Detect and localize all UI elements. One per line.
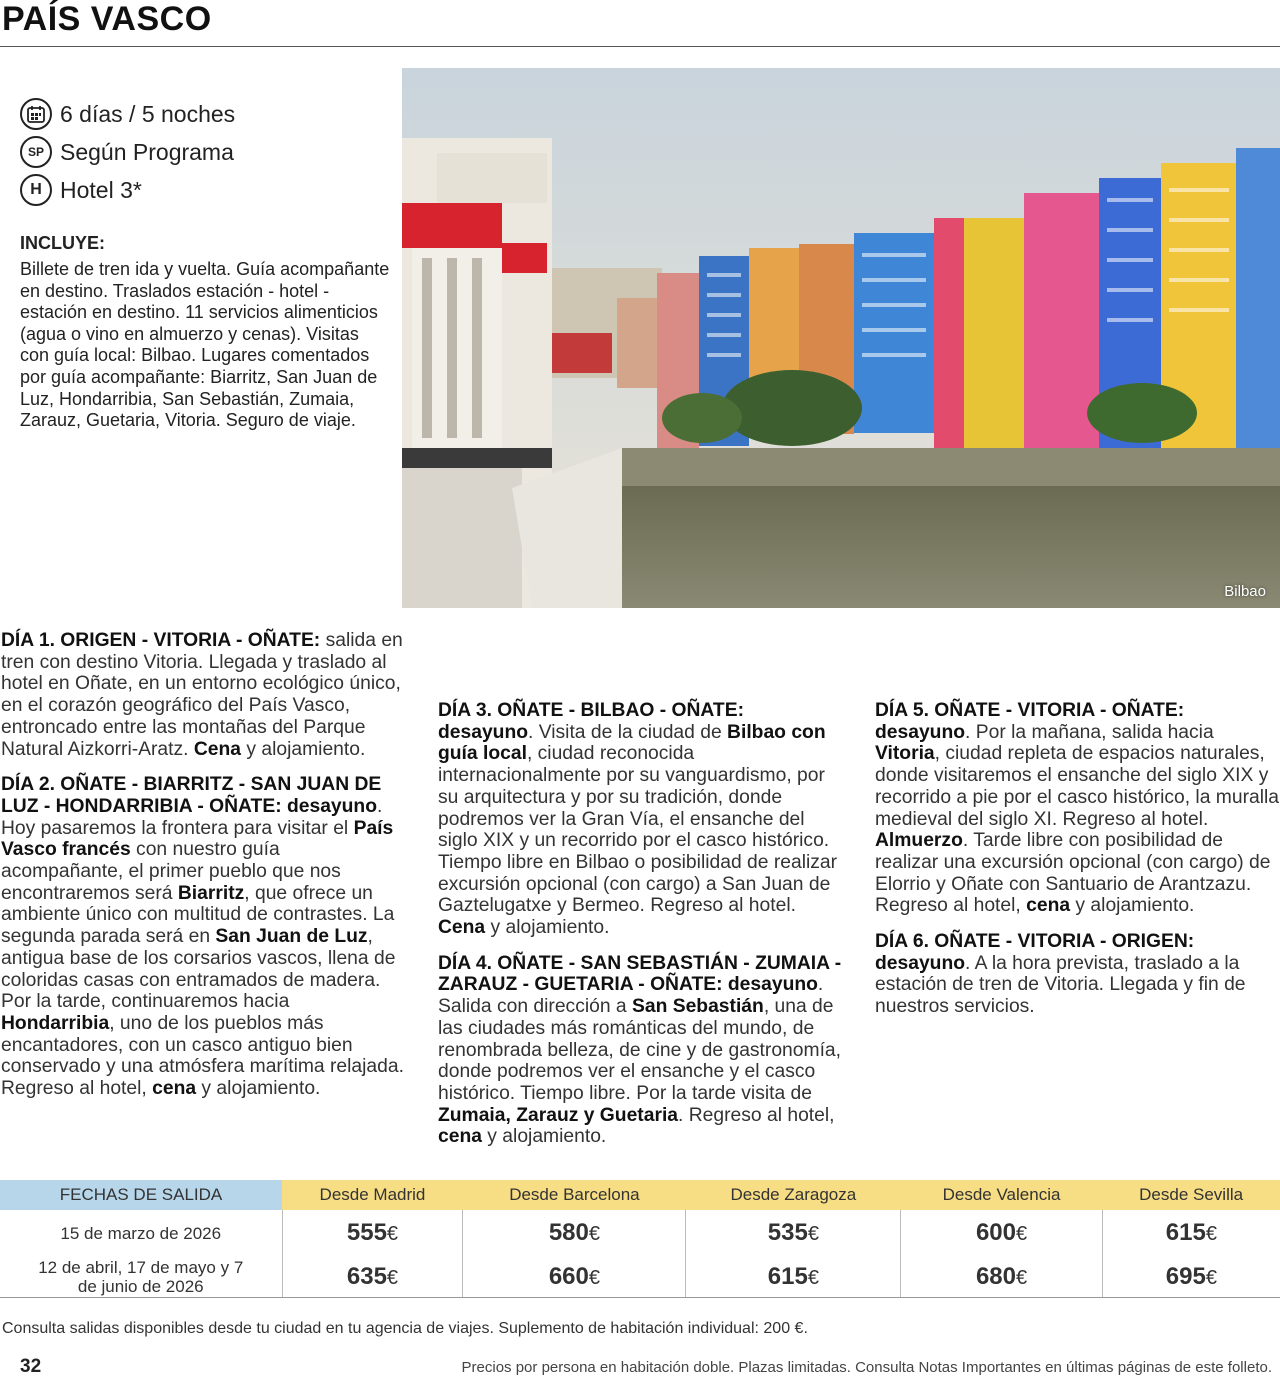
itinerary-column-1 — [1, 630, 406, 1114]
meal-plan-text: Según Programa — [60, 138, 234, 165]
calendar-icon — [20, 98, 52, 130]
price-cell: 600€ — [901, 1210, 1102, 1256]
dates-header: FECHAS DE SALIDA — [0, 1180, 282, 1210]
hotel-badge: H — [20, 174, 52, 206]
table-divider — [0, 1297, 1280, 1298]
price-cell: 555€ — [282, 1210, 463, 1256]
hotel-text: Hotel 3* — [60, 176, 142, 203]
day-6: DÍA 6. OÑATE - VITORIA - ORIGEN: desayuno. A la hora prevista, traslado a la estación de tren de Vitoria. Llegada y fin de nuestros servicios. — [875, 931, 1246, 1018]
price-table — [0, 1180, 1280, 1298]
itinerary-column-3 — [875, 700, 1280, 1032]
day-3-heading: DÍA 3. OÑATE - BILBAO - OÑATE: — [438, 700, 744, 721]
price-cell: 660€ — [463, 1256, 686, 1298]
departure-date: 15 de marzo de 2026 — [60, 1223, 222, 1243]
title-divider — [0, 46, 1280, 47]
meal-plan-row — [20, 136, 234, 168]
day-1-heading: DÍA 1. ORIGEN - VITORIA - OÑATE: — [1, 630, 321, 651]
bilbao-illustration — [402, 68, 1280, 608]
hotel-row — [20, 174, 142, 206]
includes-heading: INCLUYE: — [20, 233, 105, 253]
city-header: Desde Valencia — [901, 1180, 1102, 1210]
day-5-heading: DÍA 5. OÑATE - VITORIA - OÑATE: — [875, 700, 1185, 721]
price-cell: 615€ — [686, 1256, 901, 1298]
departure-date: 12 de abril, 17 de mayo y 7 de junio de 2026 — [38, 1258, 244, 1296]
photo-caption: Bilbao — [1224, 583, 1266, 600]
info-panel — [0, 68, 402, 608]
price-row — [0, 1210, 1280, 1256]
supplement-note: Consulta salidas disponibles desde tu ciudad en tu agencia de viajes. Suplemento de habitación individual: 200 €. — [2, 1320, 808, 1337]
city-header: Desde Zaragoza — [686, 1180, 901, 1210]
day-2: DÍA 2. OÑATE - BIARRITZ - SAN JUAN DE LUZ - HONDARRIBIA - OÑATE: desayuno. Hoy pasaremos la frontera para visitar el País Vasco francés con nuestro guía acompañante, el primer pueblo que nos encontraremos será Biarritz, que ofrece un ambiente único con multitud de contrastes. La segunda parada será en San Juan de Luz, antigua base de los corsarios vascos, llena de coloridas casas con entramados de madera. Por la tarde, continuaremos hacia Hondarribia, uno de los pueblos más encantadores, con un casco antiguo bien conservado y una atmósfera marítima relajada. Regreso al hotel, cena y alojamiento. — [1, 774, 404, 1100]
price-cell: 580€ — [463, 1210, 686, 1256]
price-cell: 695€ — [1102, 1256, 1280, 1298]
day-4: DÍA 4. OÑATE - SAN SEBASTIÁN - ZUMAIA - ZARAUZ - GUETARIA - OÑATE: desayuno. Salida con dirección a San Sebastián, una de las ciudades más románticas del mundo, de renombrada belleza, de cine y de gastronomía, donde podremos ver el ensanche y el casco histórico. Tiempo libre. Por la tarde visita de Zumaia, Zarauz y Guetaria. Regreso al hotel, cena y alojamiento. — [438, 952, 842, 1148]
page-title: PAÍS VASCO — [2, 0, 212, 38]
day-2-heading: DÍA 2. OÑATE - BIARRITZ - SAN JUAN DE LUZ - HONDARRIBIA - OÑATE: — [1, 774, 382, 817]
itinerary-column-2-days — [438, 700, 843, 1162]
price-cell: 615€ — [1102, 1210, 1280, 1256]
footer-note: Precios por persona en habitación doble. Plazas limitadas. Consulta Notas Importantes en últimas páginas de este folleto. — [461, 1359, 1272, 1376]
city-header: Desde Madrid — [282, 1180, 463, 1210]
price-table-header — [0, 1180, 1280, 1210]
price-cell: 535€ — [686, 1210, 901, 1256]
bilbao-photo — [402, 68, 1280, 608]
day-5: DÍA 5. OÑATE - VITORIA - OÑATE: desayuno. Por la mañana, salida hacia Vitoria, ciudad repleta de espacios naturales, donde visitaremos el ensanche del siglo XIX y recorrido a pie por el casco histórico, la muralla medieval del siglo XI. Regreso al hotel. Almuerzo. Tarde libre con posibilidad de realizar una excursión opcional (con cargo) de Elorrio y Oñate con Santuario de Arantzazu. Regreso al hotel, cena y alojamiento. — [875, 700, 1280, 917]
day-4-heading: DÍA 4. OÑATE - SAN SEBASTIÁN - ZUMAIA - ZARAUZ - GUETARIA - OÑATE: — [438, 952, 842, 996]
includes-text: Billete de tren ida y vuelta. Guía acompañante en destino. Traslados estación - hotel - estación en destino. 11 servicios alimenticios (agua o vino en almuerzo y cenas). Visitas con guía local: Bilbao. Lugares comentados por guía acompañante: Biarritz, San Juan de Luz, Hondarribia, San Sebastián, Zumaia, Zarauz, Guetaria, Vitoria. Seguro de viaje. — [20, 259, 390, 431]
duration-row — [20, 98, 235, 130]
meal-plan-badge: SP — [20, 136, 52, 168]
city-header: Desde Sevilla — [1102, 1180, 1280, 1210]
price-cell: 635€ — [282, 1256, 463, 1298]
page-number: 32 — [20, 1356, 42, 1377]
price-cell: 680€ — [901, 1256, 1102, 1298]
day-1: DÍA 1. ORIGEN - VITORIA - OÑATE: salida en tren con destino Vitoria. Llegada y traslado al hotel en Oñate, en un entorno ecológico único, en el corazón geográfico del País Vasco, entroncado entre las montañas del Parque Natural Aizkorri-Aratz. Cena y alojamiento. — [1, 630, 403, 760]
day-3: DÍA 3. OÑATE - BILBAO - OÑATE: desayuno. Visita de la ciudad de Bilbao con guía local, ciudad reconocida internacionalmente por su vanguardismo, por su arquitectura y por su tradición, donde podremos ver la Gran Vía, el ensanche del siglo XIX y un recorrido por el casco histórico. Tiempo libre en Bilbao o posibilidad de realizar excursión opcional (con cargo) a San Juan de Gaztelugatxe y Bermeo. Regreso al hotel. Cena y alojamiento. — [438, 700, 838, 939]
price-row — [0, 1256, 1280, 1298]
duration-text: 6 días / 5 noches — [60, 100, 236, 127]
day-6-heading: DÍA 6. OÑATE - VITORIA - ORIGEN: — [875, 931, 1195, 953]
city-header: Desde Barcelona — [463, 1180, 686, 1210]
